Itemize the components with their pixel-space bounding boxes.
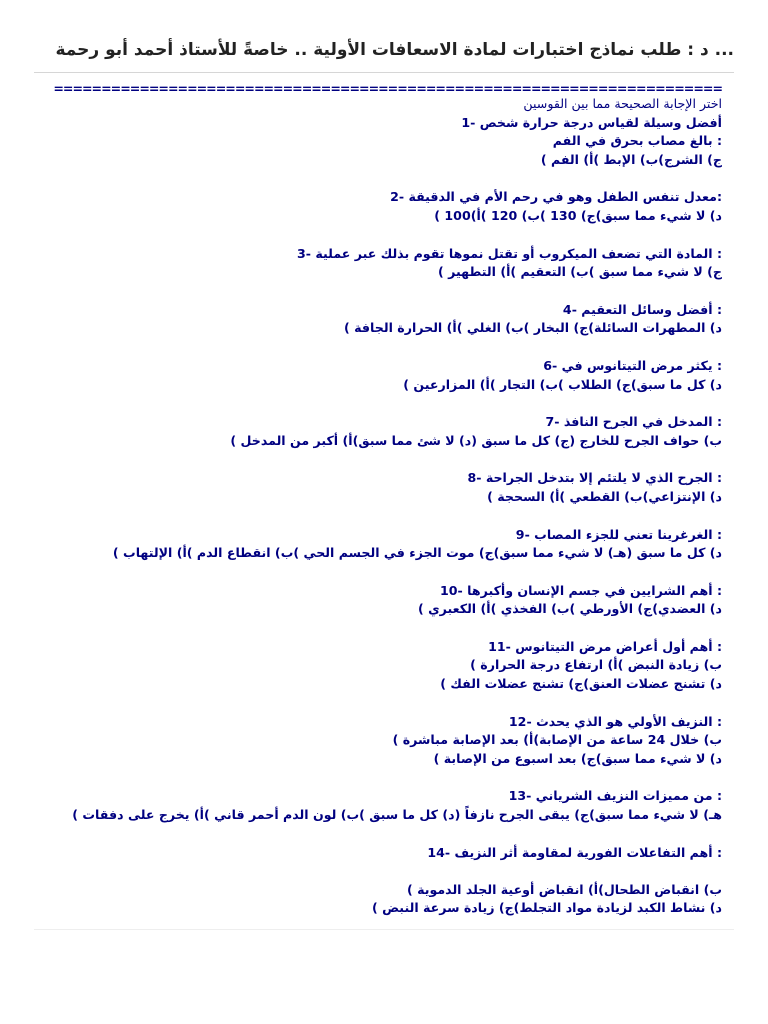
question-block xyxy=(34,245,722,282)
answer-options: ج) لا شيء مما سبق )ب) التعقيم )أ) التطهير ) xyxy=(438,264,722,280)
blank-line xyxy=(34,862,722,881)
answer-options: ب) انقباض الطحال)أ) انقباض أوعية الجلد الدموية ) xyxy=(406,881,722,897)
question-text: : أهم التفاعلات الفورية لمقاومة أثر النزيف -14 xyxy=(427,844,722,860)
question-block xyxy=(34,638,722,694)
question-text: : المادة التي تضعف الميكروب أو تقتل نموها تقوم بذلك عبر عملية -3 xyxy=(297,245,722,261)
question-block xyxy=(34,844,722,918)
question-text: : أهم أول أعراض مرض التيتانوس -11 xyxy=(488,638,722,654)
answer-options: د) تشنج عضلات العنق)ج) تشنج عضلات الفك ) xyxy=(440,676,722,692)
answer-options: د) لا شيء مما سبق)ج) بعد اسبوع من الإصابة ) xyxy=(433,750,722,766)
question-block xyxy=(34,357,722,394)
question-text: : من مميزات النزيف الشرياني -13 xyxy=(508,788,722,804)
question-block xyxy=(34,713,722,769)
question-block xyxy=(34,526,722,563)
question-text: : المدخل في الجرح النافذ -7 xyxy=(545,414,722,430)
question-text: : النزيف الأولي هو الذي يحدث -12 xyxy=(508,713,722,729)
answer-options: د) كل ما سبق (هـ) لا شيء مما سبق)ج) موت الجزء في الجسم الحي )ب) انقطاع الدم )أ) الإلتهاب ) xyxy=(112,545,722,561)
question-text: : بالغ مصاب بحرق في الفم xyxy=(552,133,722,149)
questions-list xyxy=(34,188,722,918)
answer-options: د) كل ما سبق)ج) الطلاب )ب) التجار )أ) المزارعين ) xyxy=(403,376,722,392)
answer-options: د) الإنتزاعي)ب) القطعي )أ) السحجة ) xyxy=(487,488,722,504)
answer-options: د) العضدي)ج) الأورطي )ب) الفخذي )أ) الكعبري ) xyxy=(417,601,722,617)
question-block xyxy=(34,582,722,619)
question-text: : أهم الشرايين في جسم الإنسان وأكبرها -10 xyxy=(440,582,722,598)
answer-options: د) نشاط الكبد لزيادة مواد التجلط)ج) زيادة سرعة النبض ) xyxy=(371,900,722,916)
question-block xyxy=(34,301,722,338)
question-block xyxy=(34,469,722,506)
answer-options: ج) الشرج)ب) الإبط )أ) الفم ) xyxy=(540,151,722,167)
answer-options: ب) خلال 24 ساعة من الإصابة)أ) بعد الإصابة مباشرة ) xyxy=(392,732,722,748)
intro-block xyxy=(34,95,722,169)
equals-separator: ====================================================================== xyxy=(53,82,722,95)
page-title: ... د : طلب نماذج اختبارات لمادة الاسعافات الأولية .. خاصةً للأستاذ أحمد أبو رحمة xyxy=(55,40,734,60)
title-divider xyxy=(34,72,734,73)
question-block xyxy=(34,188,722,225)
question-block xyxy=(34,787,722,824)
answer-options: هـ) لا شيء مما سبق)ج) يبقى الجرح نازفاً (د) كل ما سبق )ب) لون الدم أحمر قاني )أ) يخرج على دفقات ) xyxy=(72,807,722,823)
question-text: : أفضل وسائل التعقيم -4 xyxy=(562,301,722,317)
bottom-divider xyxy=(34,929,734,930)
answer-options: ب) زيادة النبض )أ) ارتفاع درجة الحرارة ) xyxy=(470,657,722,673)
question-block xyxy=(34,413,722,450)
answer-options: د) لا شيء مما سبق)ج) 130 )ب) 120 )أ)100 ) xyxy=(434,207,722,223)
document-body xyxy=(34,82,722,934)
question-text: : يكثر مرض التيتانوس في -6 xyxy=(543,357,722,373)
answer-options: د) المطهرات السائلة)ج) البخار )ب) الغلي )أ) الحرارة الجافة ) xyxy=(344,320,722,336)
question-text: :معدل تنفس الطفل وهو في رحم الأم في الدقيقة -2 xyxy=(390,189,722,205)
question-text: : الجرح الذي لا يلتئم إلا بتدخل الجراحة -8 xyxy=(467,470,722,486)
instruction-line: اختر الإجابة الصحيحة مما بين القوسين xyxy=(523,96,722,111)
question-text: أفضل وسيلة لقياس درجة حرارة شخص -1 xyxy=(461,114,722,130)
question-text: : الغرغرينا تعني للجزء المصاب -9 xyxy=(515,526,722,542)
answer-options: ب) حواف الجرح للخارج (ج) كل ما سبق (د) لا شئ مما سبق)أ) أكبر من المدخل ) xyxy=(230,432,722,448)
